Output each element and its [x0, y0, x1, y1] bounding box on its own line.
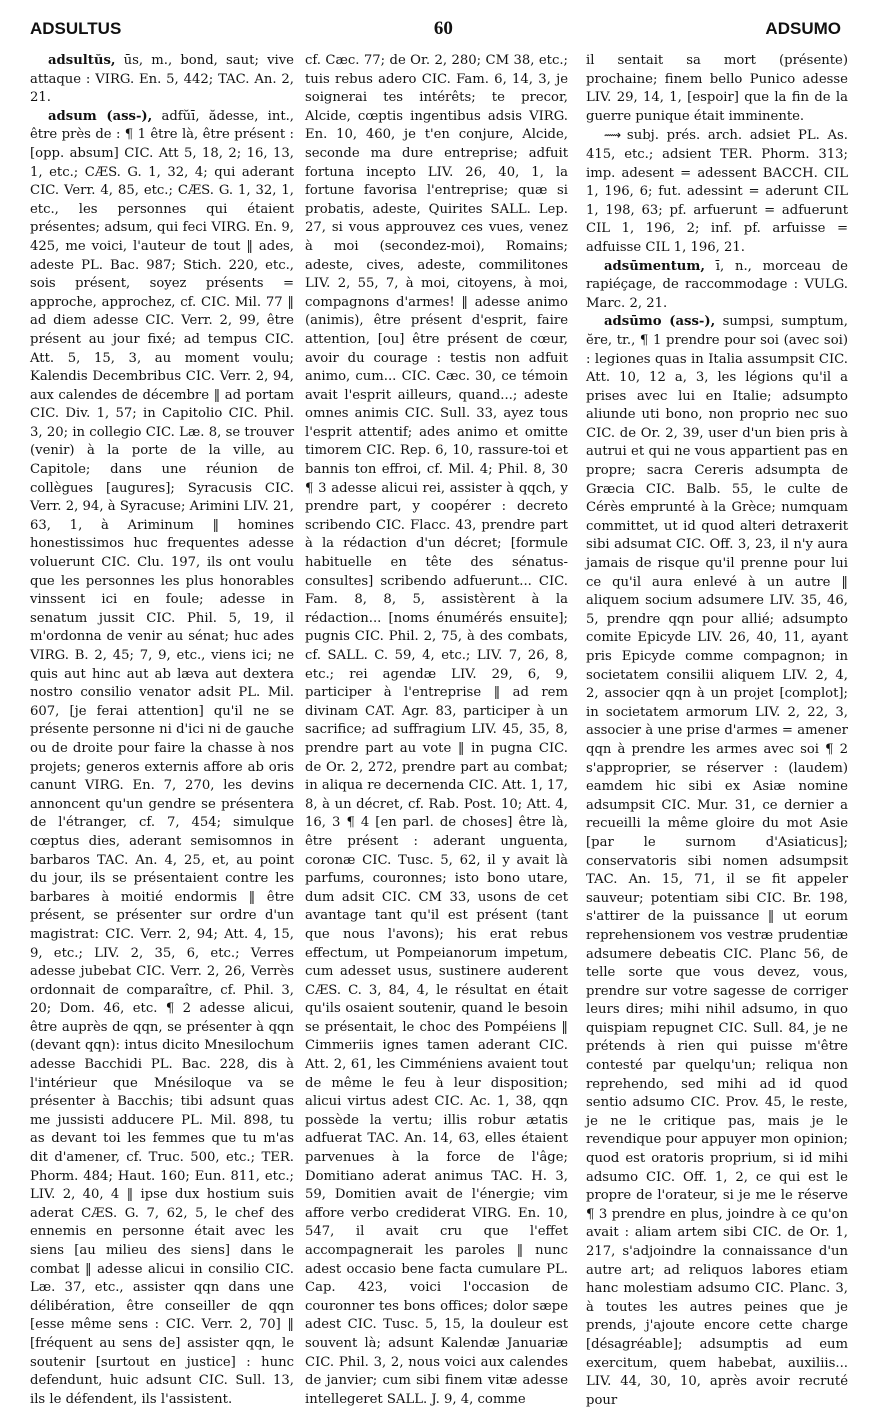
entry-text: sumpsi, sumptum, ĕre, tr., ¶ 1 prendre pour soi (avec soi) : legiones quas in Italia assumpsit CIC. Att. 10, 12 a, 3, les légions qu'il a prises avec lui en Italie; adsumpto aliunde uti bono, non proprio nec suo CIC. de Or. 2, 39, user d'un bien pris à autrui et qui ne vous appartient pas en propre; sacra Cereris adsumpta de Græcia CIC. Balb. 55, le culte de Cérès emprunté à la Grèce; numquam committet, ut id quod alteri detraxerit sibi adsumat CIC. Off. 3, 23, il n'y aura jamais de risque qu'il prenne pour lui ce qu'il aura enlevé à un autre ‖ aliquem socium adsumere LIV. 35, 46, 5, prendre qqn pour allié; adsumpto comite Epicyde LIV. 26, 40, 11, ayant pris Epicyde comme compagnon; in societatem consilii aliquem LIV. 2, 4, 2, associer qqn à un projet [complot]; in societatem armorum LIV. 2, 22, 3, associer à une prise d'armes = amener qqn à prendre les armes avec soi ¶ 2 s'approprier, se réserver : (laudem) eamdem hic sibi ex Asiæ nomine adsumpsit CIC. Mur. 31, ce dernier a recueilli la même gloire du mot Asie [par le surnom d'Asiaticus]; conservatoris sibi nomen adsumpsit TAC. An. 15, 71, il se fit appeler sauveur; potentiam sibi CIC. Br. 198, s'attirer de la puissance ‖ ut eorum reprehensionem vos vestræ prudentiæ adsumere debeatis CIC. Planc 56, de telle sorte que vous devez, vous, prendre sur votre sagesse de corriger leurs dires; mihi nihil adsumo, in quo quispiam repugnet CIC. Sull. 84, je ne prétends à rien qui puisse m'être contesté par quelqu'un; reliqua non reprehendo, sed mihi ad id quod sentio adsumo CIC. Prov. 45, le reste, je ne le critique pas, mais je le revendique pour appuyer mon opinion; quod est oratoris proprium, si id mihi adsumo CIC. Off. 1, 2, ce qui est le propre de l'orateur, si je me le réserve ¶ 3 prendre en plus, joindre à ce qu'on avait : aliam artem sibi CIC. de Or. 1, 217, s'adjoindre la connaissance d'un autre art; ad reliquos labores etiam hanc molestiam adsumo CIC. Planc. 3, à toutes les autres peines que je prends, j'ajoute encore cette charge [désagréable]; adsumptis ad eum exercitum, quem habebat, auxiliis... LIV. 44, 30, 10, après avoir recruté pour [586, 314, 848, 1408]
header-left-guideword: ADSULTUS [30, 19, 122, 38]
entry-adsultus [30, 52, 294, 108]
page-header [30, 14, 841, 44]
entry-text: ī, n., morceau de rapiéçage, de raccommodage : VULG. Marc. 2, 21. [586, 258, 848, 311]
column-2 [305, 52, 568, 1409]
headword: adsūmo (ass-), [604, 314, 716, 330]
entry-text: adfŭī, ădesse, int., être près de : ¶ 1 être là, être présent : [opp. absum] CIC. Att 5, 18, 2; 16, 13, 1, etc.; CÆS. G. 1, 32, 4; qui aderant CIC. Verr. 4, 85, etc.; CÆS. G. 1, 32, 1, etc., les personnes qui étaient présentes; adsum, qui feci VIRG. En. 9, 425, me voici, l'auteur de tout ‖ ades, adeste PL. Bac. 987; Stich. 220, etc., sois présent, soyez présents = approche, approchez, cf. CIC. Mil. 77 ‖ ad diem adesse CIC. Verr. 2, 99, être présent au jour fixé; ad tempus CIC. Att. 5, 15, 3, au moment voulu; Kalendis Decembribus CIC. Verr. 2, 94, aux calendes de décembre ‖ ad portam CIC. Div. 1, 57; in Capitolio CIC. Phil. 3, 20; in collegio CIC. Læ. 8, se trouver (venir) à la porte de la ville, au Capitole; dans une réunion de collègues [augures]; Syracusis CIC. Verr. 2, 94, à Syracuse; Arimini LIV. 21, 63, 1, à Ariminum ‖ homines honestissimos huc frequentes adesse voluerunt CIC. Clu. 197, ils ont voulu que les personnes les plus honorables vinssent ici en foule; adesse in senatum jussit CIC. Phil. 5, 19, il m'ordonna de venir au sénat; huc ades VIRG. B. 2, 45; 7, 9, etc., viens ici; ne quis aut hinc aut ab læva aut dextera nostro consilio venator adsit PL. Mil. 607, [je ferai attention] qu'il ne se présente personne ni d'ici ni de gauche ou de droite pour faire la chasse à nos projets; generos externis affore ab oris canunt VIRG. En. 7, 270, les devins annoncent qu'un gendre se présentera de l'étranger, cf. 7, 454; simulque cœptus dies, aderant semisomnos in barbaros TAC. An. 4, 25, et, au point du jour, ils se présentaient contre les barbares à moitié endormis ‖ être présent, se présenter sur ordre d'un magistrat: CIC. Verr. 2, 94; Att. 4, 15, 9, etc.; LIV. 2, 35, 6, etc.; Verres adesse jubebat CIC. Verr. 2, 26, Verrès ordonnait de comparaître, cf. Phil. 3, 20; Dom. 46, etc. ¶ 2 adesse alicui, être auprès de qqn, se présenter à qqn (devant qqn): intus dicito Mnesilochum adesse Bacchidi PL. Bac. 228, dis à l'intérieur que Mnésiloque va se présenter à Bacchis; tibi adsunt quas me jussisti adducere PL. Mil. 898, tu as devant toi les femmes que tu m'as dit d'amener, cf. Truc. 500, etc.; TER. Phorm. 484; Haut. 160; Eun. 811, etc.; LIV. 2, 40, 4 ‖ ipse dux hostium suis aderat CÆS. G. 7, 62, 5, le chef des ennemis en personne était avec les siens [au milieu des siens] dans le combat ‖ adesse alicui in consilio CIC. Læ. 37, etc., assister qqn dans une délibération, être conseiller de qqn [esse même sens : CIC. Verr. 2, 70] ‖ [fréquent au sens de] assister qqn, le soutenir [surtout en justice] : hunc defendunt, huic adsunt CIC. Sull. 13, ils le défendent, ils l'assistent. [30, 108, 295, 1407]
entry-text: ūs, m., bond, saut; vive attaque : VIRG. En. 5, 442; TAC. An. 2, 21. [30, 53, 294, 106]
arrow-icon: ⟿ [604, 128, 620, 143]
morphology-note [586, 126, 848, 257]
header-right-guideword: ADSUMO [765, 19, 841, 38]
entry-continuation: il sentait sa mort (présente) prochaine; finem bello Punico adesse LIV. 29, 14, 1, [espoir] que la fin de la guerre punique était imminente. [586, 53, 848, 124]
note-text: subj. prés. arch. adsiet PL. As. 415, etc.; adsient TER. Phorm. 313; imp. adesent = adessent BACCH. CIL 1, 196, 6; fut. adessint = aderunt CIL 1, 198, 63; pf. arfuerunt = adfuerunt CIL 1, 196, 2; inf. pf. arfuisse = adfuisse CIL 1, 196, 21. [586, 128, 848, 255]
headword: adsūmentum, [604, 258, 705, 274]
entry-continuation: cf. Cæc. 77; de Or. 2, 280; CM 38, etc.; tuis rebus adero CIC. Fam. 6, 14, 3, je soignerai tes intérêts; te precor, Alcide, cœptis ingentibus adsis VIRG. En. 10, 460, je t'en conjure, Alcide, seconde ma dure entreprise; adfuit fortuna incepto LIV. 26, 40, 1, la fortune favorisa l'entreprise; quæ si probatis, adeste, Quirites SALL. Lep. 27, si vous approuvez ces vues, venez à moi (secondez-moi), Romains; adeste, cives, adeste, commilitones LIV. 2, 55, 7, à moi, citoyens, à moi, compagnons d'armes! ‖ adesse animo (animis), être présent d'esprit, faire attention, [ou] être présent de cœur, avoir du courage : testis non adfuit animo, cum... CIC. Cæc. 30, ce témoin avait l'esprit ailleurs, quand...; adeste omnes animis CIC. Sull. 33, ayez tous l'esprit attentif; ades animo et omitte timorem CIC. Rep. 6, 10, rassure-toi et bannis ton effroi, cf. Mil. 4; Phil. 8, 30 ¶ 3 adesse alicui rei, assister à qqch, y prendre part, y coopérer : decreto scribendo CIC. Flacc. 43, prendre part à la rédaction d'un décret; [formule habituelle en tête des sénatus-consultes] scribendo adfuerunt... CIC. Fam. 8, 8, 5, assistèrent à la rédaction... [noms énumérés ensuite]; pugnis CIC. Phil. 2, 75, à des combats, cf. SALL. C. 59, 4, etc.; LIV. 7, 26, 8, etc.; rei agendæ LIV. 29, 6, 9, participer à l'entreprise ‖ ad rem divinam CAT. Agr. 83, participer à un sacrifice; ad suffragium LIV. 45, 35, 8, prendre part au vote ‖ in pugna CIC. de Or. 2, 272, prendre part au combat; in aliqua re decernenda CIC. Att. 1, 17, 8, à un décret, cf. Rab. Post. 10; Att. 4, 16, 3 ¶ 4 [en parl. de choses] être là, être présent : aderant unguenta, coronæ CIC. Tusc. 5, 62, il y avait là parfums, couronnes; isto bono utare, dum adsit CIC. CM 33, usons de cet avantage tant qu'il est présent (tant que nous l'avons); his erat rebus effectum, ut Pompeianorum impetum, cum adesset usus, sustinere auderent CÆS. C. 3, 84, 4, le résultat en était qu'ils osaient soutenir, quand le besoin se présentait, le choc des Pompéiens ‖ Cimmeriis ignes tamen aderant CIC. Att. 2, 61, les Cimméniens avaient tout de même le feu à leur disposition; alicui virtus adest CIC. Ac. 1, 38, qqn possède la vertu; illis robur ætatis adfuerat TAC. An. 14, 63, elles étaient parvenues à la force de l'âge; Domitiano aderat animus TAC. H. 3, 59, Domitien avait de l'énergie; vim affore verbo crediderat VIRG. En. 10, 547, il avait cru que l'effet accompagnerait les paroles ‖ nunc adest occasio bene facta cumulare PL. Cap. 423, voici l'occasion de couronner tes bons offices; dolor sæpe adest CIC. Tusc. 5, 15, la douleur est souvent là; adsunt Kalendæ Januariæ CIC. Phil. 3, 2, nous voici aux calendes de janvier; cum sibi finem vitæ adesse intellegeret SALL. J. 9, 4, comme [305, 53, 568, 1407]
entry-adsumentum [586, 258, 848, 314]
column-1 [30, 52, 294, 1409]
entry-adsum [30, 108, 294, 1410]
page-number: 60 [433, 18, 453, 39]
headword: adsum (ass-), [48, 108, 153, 124]
column-3 [586, 52, 848, 1410]
headword: adsultŭs, [48, 53, 116, 68]
entry-adsumo [586, 313, 848, 1410]
